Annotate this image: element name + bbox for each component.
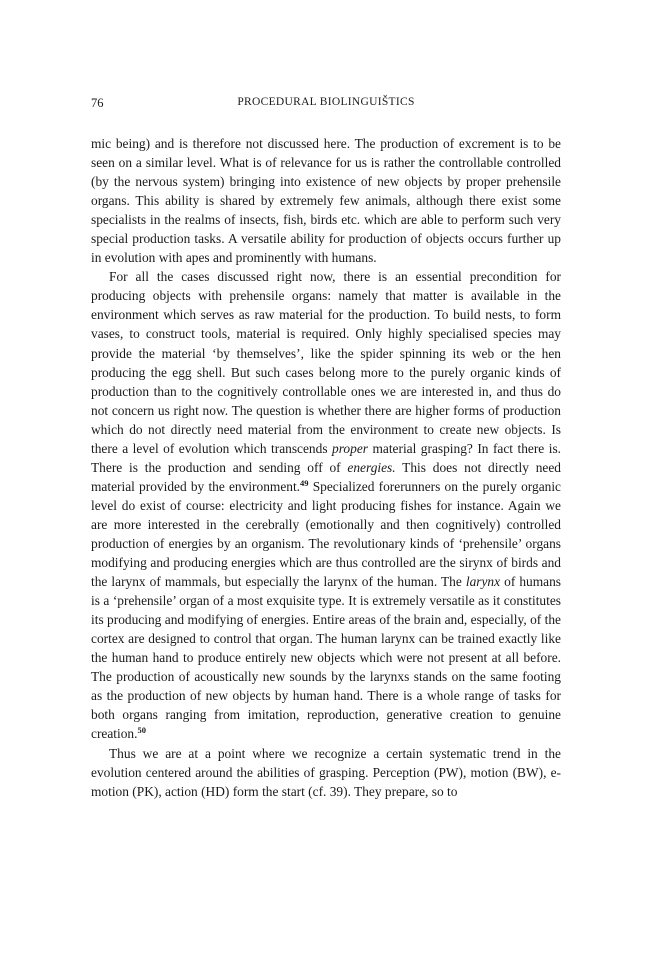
body-text (91, 134, 561, 801)
running-head (91, 96, 561, 118)
footnote-ref-50[interactable]: 50 (137, 725, 146, 736)
book-page (91, 96, 561, 801)
text-run: For all the cases discussed right now, there is an essential precondition for producing objects with prehensile organs: namely that matter is available in the environment which serves as raw material for the production. To build nests, to form vases, to construct tools, material is required. Only highly specialised species may provide the material ‘by themselves’, like the spider spinning its web or the hen producing the egg shell. But such cases belong more to the purely organic kinds of production than to the cognitively controllable ones we are interested in, and thus do not concern us right now. The question is whether there are higher forms of production which do not directly need material from the environment to create new objects. Is there a level of evolution which transcends (91, 269, 561, 456)
text-run: This does not directly need material provided by the environment. (91, 459, 561, 494)
paragraph-1 (91, 134, 561, 267)
footnote-ref-49[interactable]: 49 (300, 477, 309, 488)
running-title: PROCEDURAL BIOLINGUIŠTICS (237, 96, 415, 108)
text-run: of humans is a ‘prehensile’ organ of a most exquisite type. It is extremely versatile as it constitutes its producing and modifying of energies. Entire areas of the brain and, especially, of the cortex are designed to control that organ. The human larynx can be trained exactly like the human hand to produce entirely new objects which were not present at all before. The production of acoustically new sounds by the larynxs stands on the same footing as the production of new objects by human hand. There is a whole range of tasks for both organs ranging from imitation, reproduction, generative creation to genuine creation. (91, 574, 561, 742)
emphasis-larynx: larynx (465, 574, 501, 590)
paragraph-3 (91, 744, 561, 801)
page-number: 76 (91, 96, 104, 110)
text-run: material grasping? In fact there is. There is the production and sending off of (91, 440, 561, 475)
text-run: mic being) and is therefore not discussed here. The production of excrement is to be seen on a similar level. What is of relevance for us is rather the controllable controlled (by the nervous system) bringing into existence of new objects by proper prehensile organs. This ability is shared by extremely few animals, although there exist some specialists in the realms of insects, fish, birds etc. which are able to perform such very special production tasks. A versatile ability for production of objects occurs further up in evolution with apes and prominently with humans. (91, 136, 561, 266)
text-run: Specialized forerunners on the purely organic level do exist of course: electricity and light producing fishes for instance. Again we are more interested in the cerebrally (emotionally and then cognitively) controlled production of energies by an organism. The revolutionary kinds of ‘prehensile’ organs modifying and producing energies which are thus controlled are the sirynx of birds and the larynx of mammals, but especially the larynx of the human. The (91, 478, 561, 590)
paragraph-2 (91, 267, 561, 743)
emphasis-proper: proper (332, 440, 368, 456)
emphasis-energies: energies. (347, 459, 396, 475)
text-run: Thus we are at a point where we recognize a certain systematic trend in the evolution centered around the abilities of grasping. Perception (PW), motion (BW), e-motion (PK), action (HD) form the start (cf. 39). They prepare, so to (91, 745, 561, 799)
